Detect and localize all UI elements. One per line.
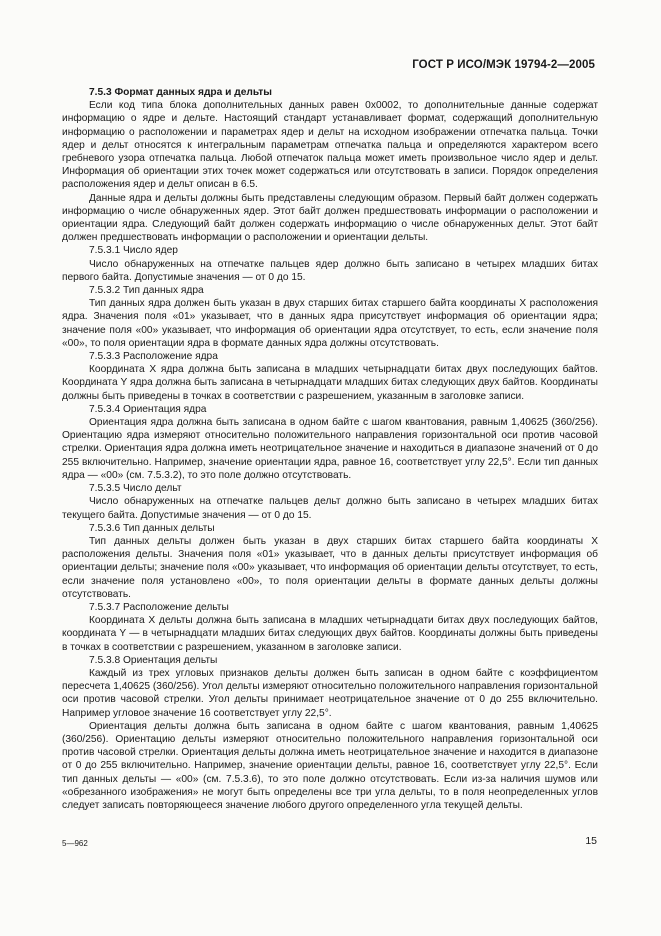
paragraph: Тип данных дельты должен быть указан в двух старших битах старшего байта координаты X расположения дельты. Значения поля «01» указывает, что в данных дельты присутствует информация об ориентации дельты; значение поля «00» указывает, что информация об ориентации дельты отсутствует, то есть, если значение поля установлено «00», то поля ориентации дельты в формате данных дельты должны отсутствовать. <box>62 535 598 600</box>
subsection-heading: 7.5.3.8 Ориентация дельты <box>89 654 218 666</box>
paragraph: Ориентация дельты должна быть записана в одном байте с шагом квантования, равным 1,40625 (360/256). Ориентацию дельты измеряют относительно положительного направления горизонтальной оси против часовой стрелки. Ориентация дельты должна иметь неотрицательное значение и находится в диапазоне от 0 до 255 включительно. Например, значение ориентации дельты, равное 16, соответствует углу 22,5°. Если тип данных дельты — «00» (см. 7.5.3.6), то это поле должно отсутствовать. Если из-за наличия шумов или «обрезанного изображения» не могут быть определены все три угла дельты, то в поля неопределенных углов следует записать повторяющееся значение любого другого определенного угла текущей дельты. <box>62 720 598 811</box>
paragraph: Число обнаруженных на отпечатке пальцев ядер должно быть записано в четырех младших битах первого байта. Допустимые значения — от 0 до 15. <box>62 258 598 283</box>
subsection-heading: 7.5.3.2 Тип данных ядра <box>89 285 204 297</box>
paragraph: Тип данных ядра должен быть указан в двух старших битах старшего байта координаты X расположения ядра. Значения поля «01» указывает, что в данных ядра присутствует информация об ориентации ядра; значение поля «00» указывает, что информация об ориентации ядра отсутствует, то есть, если значение поля «00», то поля ориентации ядра в формате данных ядра должны отсутствовать. <box>62 298 598 349</box>
paragraph: Ориентация ядра должна быть записана в одном байте с шагом квантования, равным 1,40625 (360/256). Ориентацию ядра измеряют относительно положительного направления горизонтальной оси против часовой стрелки. Ориентация ядра должна иметь неотрицательное значение и находиться в диапазоне значений от 0 до 255 включительно. Например, значение ориентации ядра, равное 16, соответствует углу 22,5°. Если тип данных ядра — «00» (см. 7.5.3.2), то это поле должно отсутствовать. <box>62 417 598 481</box>
paragraph: Если код типа блока дополнительных данных равен 0х0002, то дополнительные данные содержат информацию о ядре и дельте. Настоящий стандарт устанавливает формат, содержащий дополнительную информацию о расположении и параметрах ядер и дельт на исходном изображении отпечатка пальца. Точки ядер и дельт относятся к интегральным параметрам отпечатка пальца и определяются характером всего гребневого узора отпечатка пальца. Любой отпечаток пальца может иметь произвольное число ядер и дельт. Информация об ориентации этих точек может содержаться или отсутствовать в записи. Порядок определения расположения ядер и дельт описан в 6.5. <box>62 100 598 191</box>
paragraph: Данные ядра и дельты должны быть представлены следующим образом. Первый байт должен содержать информацию о числе обнаруженных ядер. Этот байт должен предшествовать информации о расположении и ориентации ядра. Следующий байт должен содержать информацию о числе обнаруженных дельт. Этот байт должен предшествовать информации о расположении и ориентации дельты. <box>62 192 598 244</box>
paragraph: Число обнаруженных на отпечатке пальцев дельт должно быть записано в четырех младших битах текущего байта. Допустимые значения — от 0 до 15. <box>62 496 598 521</box>
paragraph: Каждый из трех угловых признаков дельты должен быть записан в одном байте с коэффициентом пересчета 1,40625 (360/256). Угол дельты измеряют относительно положительного направления горизонтальной оси против часовой стрелки. Угол дельты принимает неотрицательное значение от 0 до 255 включительно. Например угловое значение 16 соответствует углу 22,5°. <box>62 667 598 719</box>
subsection-heading: 7.5.3.7 Расположение дельты <box>89 601 229 613</box>
paragraph: Координата X дельты должна быть записана в младших четырнадцати битах двух последующих байтов, координата Y — в четырнадцати младших битах следующих двух байтов. Координаты должны быть приведены в точках в соответствии с разрешением, указанном в заголовке записи. <box>62 615 598 653</box>
subsection-heading: 7.5.3.3 Расположение ядра <box>89 351 218 363</box>
document-body <box>62 86 598 812</box>
section-heading: 7.5.3 Формат данных ядра и дельты <box>89 87 272 98</box>
subsection-heading: 7.5.3.5 Число дельт <box>89 483 182 495</box>
subsection-heading: 7.5.3.6 Тип данных дельты <box>89 522 215 534</box>
document-header: ГОСТ Р ИСО/МЭК 19794-2—2005 <box>412 59 595 71</box>
page-number: 15 <box>585 835 597 847</box>
subsection-heading: 7.5.3.4 Ориентация ядра <box>89 403 207 415</box>
paragraph: Координата X ядра должна быть записана в младших четырнадцати битах двух последующих байтов. Координата Y ядра должна быть записана в четырнадцати младших битах следующих двух байтов. Координаты должны быть приведены в точках в соответствии с разрешением, указанным в заголовке записи. <box>62 364 598 402</box>
subsection-heading: 7.5.3.1 Число ядер <box>89 245 178 257</box>
sheet-code: 5—962 <box>62 839 88 848</box>
